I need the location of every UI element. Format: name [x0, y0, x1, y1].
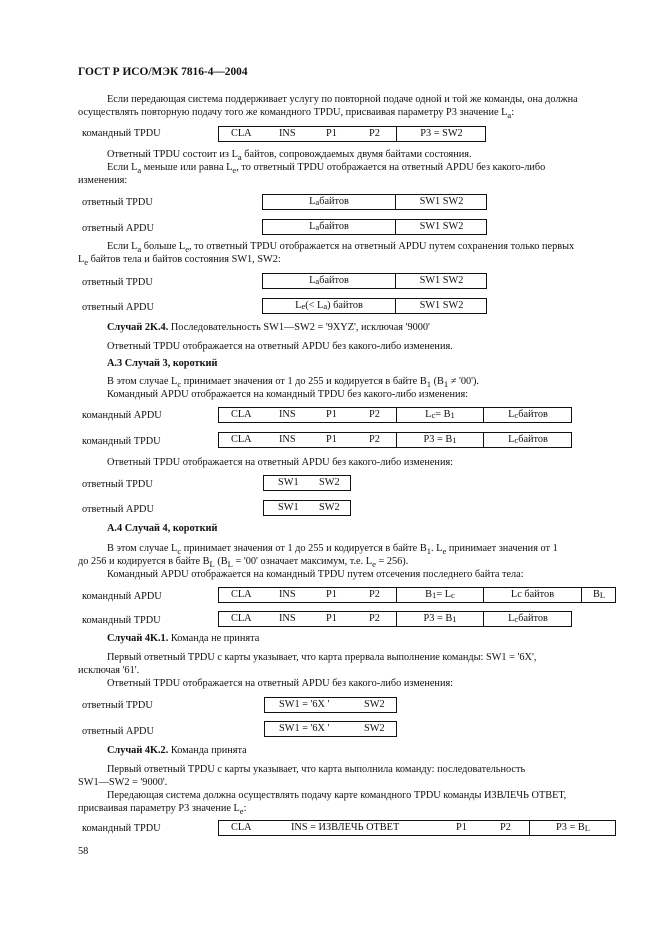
paragraph: исключая '61'. [78, 665, 140, 676]
case-heading: Случай 4K.2. Команда принята [107, 745, 247, 756]
field-status: SW1 SW2 [395, 299, 487, 313]
field-p3: L c = B 1 [396, 408, 483, 422]
field-p1: P1 [326, 409, 337, 420]
paragraph: Ответный TPDU состоит из $L_a$ байтов, сопровождаемых двумя байтами состояния. [107, 149, 472, 163]
paragraph: осуществлять повторную подачу того же командного TPDU, присваивая параметру P3 значение $L_a$: [78, 107, 515, 121]
row-label: ответный TPDU [82, 277, 153, 288]
field-status: SW1 SW2 [395, 274, 487, 288]
field-table [264, 721, 397, 737]
field-data: L e (< L a ) байтов [295, 300, 363, 311]
field-sw2: SW2 [364, 723, 385, 734]
field-ins: INS [279, 613, 296, 624]
paragraph: Командный APDU отображается на командный TPDU путем отсечения последнего байта тела: [107, 569, 524, 580]
row-label: ответный TPDU [82, 479, 153, 490]
field-sw1: SW1 [278, 477, 299, 488]
field-table [218, 407, 572, 423]
field-table [218, 820, 616, 836]
field-bl: B L [581, 588, 616, 602]
field-table [263, 500, 351, 516]
paragraph: Командный APDU отображается на командный TPDU без какого-либо изменения: [107, 389, 469, 400]
row-label: командный TPDU [82, 128, 161, 139]
field-p2: P2 [369, 128, 380, 139]
field-p1: P1 [456, 822, 467, 833]
field-cla: CLA [231, 434, 252, 445]
paragraph: $L_e$ байтов тела и байтов состояния SW1, SW2: [78, 254, 281, 268]
section-heading: А.4 Случай 4, короткий [107, 523, 218, 534]
field-p3: B 1 = L c [396, 588, 483, 602]
row-label: ответный APDU [82, 302, 154, 313]
row-label: командный TPDU [82, 436, 161, 447]
field-data: L c байтов [483, 612, 572, 626]
case-heading: Случай 2K.4. Последовательность SW1—SW2 = '9XYZ', исключая '9000' [107, 322, 430, 333]
field-table [218, 611, 572, 627]
field-data: L a байтов [309, 275, 349, 286]
field-sw2: SW2 [319, 477, 340, 488]
field-data: L a байтов [309, 221, 349, 232]
field-sw2: SW2 [364, 699, 385, 710]
section-heading: А.3 Случай 3, короткий [107, 358, 218, 369]
field-table [264, 697, 397, 713]
field-table [218, 126, 486, 142]
field-p2: P2 [369, 409, 380, 420]
paragraph: до 256 и кодируется в байте $B_L$ ($B_L$ = '00' означает максимум, т.е. $L_e = 256$). [78, 556, 409, 570]
field-sw2: SW2 [319, 502, 340, 513]
field-table [262, 273, 487, 289]
field-p3: P3 = B 1 [396, 433, 483, 447]
paragraph: Ответный TPDU отображается на ответный APDU без какого-либо изменения: [107, 678, 454, 689]
field-p2: P2 [369, 589, 380, 600]
row-label: ответный APDU [82, 726, 154, 737]
paragraph: Первый ответный TPDU с карты указывает, что карта прервала выполнение команды: SW1 = '6X', [107, 652, 537, 663]
field-p2: P2 [369, 434, 380, 445]
paragraph: Ответный TPDU отображается на ответный APDU без какого-либо изменения. [107, 341, 453, 352]
row-label: ответный TPDU [82, 700, 153, 711]
field-p3: P3 = SW2 [396, 127, 486, 141]
field-p1: P1 [326, 613, 337, 624]
row-label: командный APDU [82, 410, 162, 421]
paragraph: SW1—SW2 = '9000'. [78, 777, 168, 788]
field-cla: CLA [231, 613, 252, 624]
paragraph: Если $L_a$ больше $L_e$, то ответный TPDU отображается на ответный APDU путем сохранения только первых [107, 241, 575, 255]
field-cla: CLA [231, 589, 252, 600]
field-data: L c байтов [483, 433, 572, 447]
field-table [218, 587, 616, 603]
field-data: Lc байтов [483, 588, 581, 602]
field-data: L a байтов [309, 196, 349, 207]
field-ins: INS [279, 128, 296, 139]
paragraph: присваивая параметру P3 значение $L_e$: [78, 803, 247, 817]
field-status: SW1 SW2 [395, 220, 487, 234]
paragraph: Первый ответный TPDU с карты указывает, что карта выполнила команду: последовательность [107, 764, 526, 775]
row-label: командный TPDU [82, 823, 161, 834]
field-cla: CLA [231, 409, 252, 420]
field-ins: INS [279, 589, 296, 600]
field-data: L c байтов [483, 408, 572, 422]
paragraph: Если передающая система поддерживает услугу по повторной подаче одной и той же команды, она должна [107, 94, 578, 105]
field-ins: INS = ИЗВЛЕЧЬ ОТВЕТ [291, 822, 400, 833]
field-p1: P1 [326, 589, 337, 600]
row-label: ответный APDU [82, 504, 154, 515]
case-heading: Случай 4K.1. Команда не принята [107, 633, 260, 644]
field-table [262, 298, 487, 314]
document-header: ГОСТ Р ИСО/МЭК 7816-4—2004 [78, 66, 248, 78]
paragraph: В этом случае $L_c$ принимает значения от 1 до 255 и кодируется в байте $B_1$ ($B_1$ ≠ '00'). [107, 376, 479, 390]
field-cla: CLA [231, 128, 252, 139]
row-label: командный TPDU [82, 615, 161, 626]
paragraph: Ответный TPDU отображается на ответный APDU без какого-либо изменения: [107, 457, 454, 468]
field-ins: INS [279, 409, 296, 420]
row-label: ответный TPDU [82, 197, 153, 208]
field-p2: P2 [369, 613, 380, 624]
field-p3: P3 = B 1 [396, 612, 483, 626]
field-sw1: SW1 = '6X ' [279, 723, 330, 734]
field-cla: CLA [231, 822, 252, 833]
page-number: 58 [78, 846, 89, 857]
field-table [262, 194, 487, 210]
field-table [263, 475, 351, 491]
row-label: ответный APDU [82, 223, 154, 234]
row-label: командный APDU [82, 591, 162, 602]
field-sw1: SW1 [278, 502, 299, 513]
field-table [262, 219, 487, 235]
field-p2: P2 [500, 822, 511, 833]
field-ins: INS [279, 434, 296, 445]
paragraph: В этом случае $L_c$ принимает значения от 1 до 255 и кодируется в байте $B_1$. $L_e$ принимает значения от 1 [107, 543, 558, 557]
field-status: SW1 SW2 [395, 195, 487, 209]
field-sw1: SW1 = '6X ' [279, 699, 330, 710]
paragraph: Если $L_a$ меньше или равна $L_e$, то ответный TPDU отображается на ответный APDU без какого-либо [107, 162, 546, 176]
field-p1: P1 [326, 434, 337, 445]
paragraph: Передающая система должна осуществлять подачу карте командного TPDU команды ИЗВЛЕЧЬ ОТВЕТ, [107, 790, 567, 801]
field-p1: P1 [326, 128, 337, 139]
field-p3: P3 = B L [529, 821, 616, 835]
paragraph: изменения: [78, 175, 128, 186]
field-table [218, 432, 572, 448]
